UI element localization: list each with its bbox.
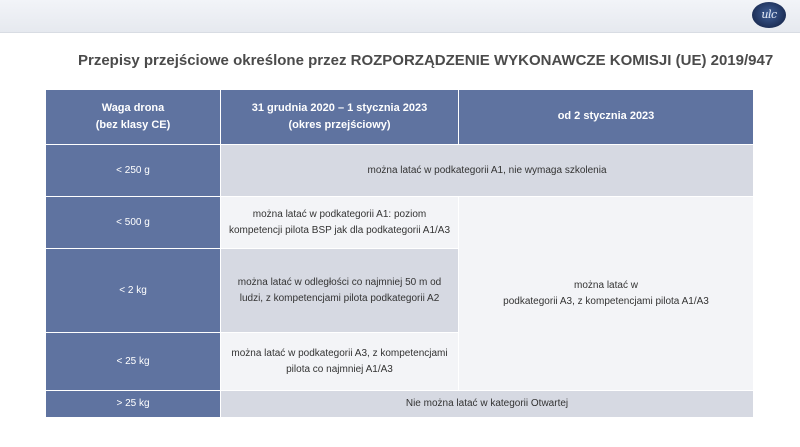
header-transition-line1: 31 grudnia 2020 – 1 stycznia 2023 [251, 101, 428, 114]
merged-rule-cell: można latać w podkategorii A1, nie wymaga szkolenia [221, 145, 754, 197]
header-weight [46, 90, 221, 145]
transition-rules-table [45, 89, 754, 418]
header-weight-line1: Waga drona [101, 101, 165, 114]
table-row [46, 145, 754, 197]
weight-cell: > 25 kg [46, 391, 221, 418]
table-row [46, 197, 754, 249]
transition-rule-cell: można latać w odległości co najmniej 50 m od ludzi, z kompetencjami pilota podkategorii A2 [221, 249, 459, 333]
after-2023-rule-cell [459, 197, 754, 391]
weight-cell: < 500 g [46, 197, 221, 249]
after-2023-line1: można latać w [574, 280, 638, 291]
transition-rule-cell: można latać w podkategorii A1: poziom kompetencji pilota BSP jak dla podkategorii A1/A3 [221, 197, 459, 249]
weight-cell: < 2 kg [46, 249, 221, 333]
weight-cell: < 25 kg [46, 333, 221, 391]
transition-rule-cell: można latać w podkategorii A3, z kompetencjami pilota co najmniej A1/A3 [221, 333, 459, 391]
merged-rule-cell: Nie można latać w kategorii Otwartej [221, 391, 754, 418]
table-row [46, 391, 754, 418]
weight-cell: < 250 g [46, 145, 221, 197]
header-after-2023-text: od 2 stycznia 2023 [557, 110, 655, 123]
header-transition-line2: (okres przejściowy) [288, 119, 391, 131]
top-bar [0, 0, 800, 33]
ulc-logo: ulc [752, 2, 786, 28]
after-2023-line2: podkategorii A3, z kompetencjami pilota A1/A3 [503, 295, 709, 307]
slide-title: Przepisy przejściowe określone przez ROZPORZĄDZENIE WYKONAWCZE KOMISJI (UE) 2019/947 [78, 52, 774, 69]
header-after-2023 [459, 90, 754, 145]
header-weight-line2: (bez klasy CE) [95, 119, 171, 131]
header-transition-period [221, 90, 459, 145]
table-header-row [46, 90, 754, 145]
